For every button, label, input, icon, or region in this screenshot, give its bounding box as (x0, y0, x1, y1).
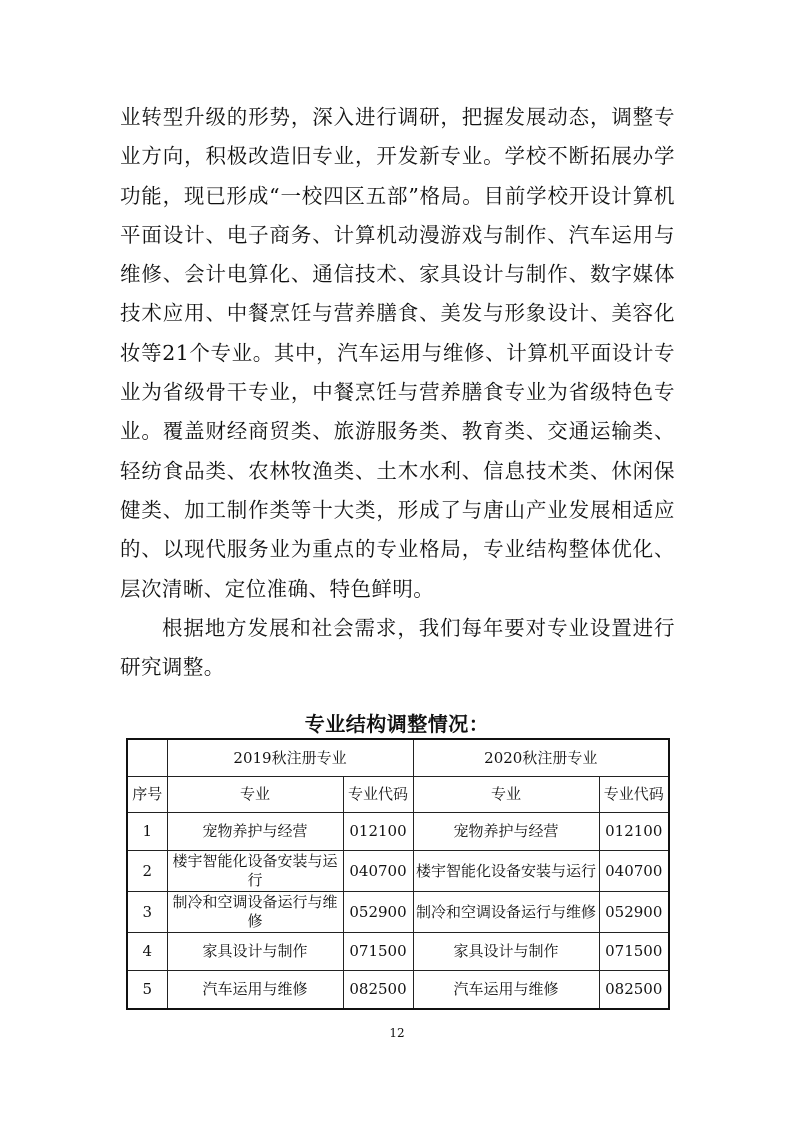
table-row (127, 971, 669, 1010)
major-adjustment-table (126, 738, 670, 1010)
table-corner-cell (127, 739, 167, 777)
column-header-code-2019: 专业代码 (343, 777, 413, 813)
row-code-2020: 040700 (599, 851, 669, 892)
column-header-major-2020: 专业 (413, 777, 599, 813)
table-row (127, 933, 669, 971)
row-major-2020: 楼宇智能化设备安装与运行 (413, 851, 599, 892)
body-text (120, 98, 675, 687)
row-code-2020: 052900 (599, 892, 669, 933)
row-index: 3 (127, 892, 167, 933)
page-number: 12 (389, 1026, 405, 1040)
row-index: 5 (127, 971, 167, 1010)
row-code-2020: 012100 (599, 813, 669, 851)
body-paragraph-2: 根据地方发展和社会需求，我们每年要对专业设置进行研究调整。 (120, 615, 675, 680)
group-header-2020: 2020秋注册专业 (413, 739, 669, 777)
row-major-2020: 宠物养护与经营 (413, 813, 599, 851)
row-major-2019: 宠物养护与经营 (167, 813, 343, 851)
row-major-2020: 家具设计与制作 (413, 933, 599, 971)
row-major-2020: 制冷和空调设备运行与维修 (413, 892, 599, 933)
column-header-index: 序号 (127, 777, 167, 813)
row-major-2019: 汽车运用与维修 (167, 971, 343, 1010)
table-row (127, 892, 669, 933)
row-code-2019: 082500 (343, 971, 413, 1010)
column-header-code-2020: 专业代码 (599, 777, 669, 813)
row-major-2019: 家具设计与制作 (167, 933, 343, 971)
body-paragraph-1: 业转型升级的形势，深入进行调研，把握发展动态，调整专业方向，积极改造旧专业，开发新专业。学校不断拓展办学功能，现已形成“一校四区五部”格局。目前学校开设计算机平面设计、电子商务、计算机动漫游戏与制作、汽车运用与维修、会计电算化、通信技术、家具设计与制作、数字媒体技术应用、中餐烹饪与营养膳食、美发与形象设计、美容化妆等21个专业。其中，汽车运用与维修、计算机平面设计专业为省级骨干专业，中餐烹饪与营养膳食专业为省级特色专业。覆盖财经商贸类、旅游服务类、教育类、交通运输类、轻纺食品类、农林牧渔类、土木水利、信息技术类、休闲保健类、加工制作类等十大类，形成了与唐山产业发展相适应的、以现代服务业为重点的专业格局，专业结构整体优化、层次清晰、定位准确、特色鲜明。 (120, 105, 675, 601)
row-index: 1 (127, 813, 167, 851)
row-major-2019: 制冷和空调设备运行与维修 (167, 892, 343, 933)
row-code-2020: 071500 (599, 933, 669, 971)
row-major-2020: 汽车运用与维修 (413, 971, 599, 1010)
row-code-2019: 071500 (343, 933, 413, 971)
row-major-2019: 楼宇智能化设备安装与运行 (167, 851, 343, 892)
row-index: 4 (127, 933, 167, 971)
row-index: 2 (127, 851, 167, 892)
table-column-header-row (127, 777, 669, 813)
table-row (127, 851, 669, 892)
group-header-2019: 2019秋注册专业 (167, 739, 413, 777)
row-code-2019: 040700 (343, 851, 413, 892)
row-code-2019: 052900 (343, 892, 413, 933)
row-code-2020: 082500 (599, 971, 669, 1010)
table-title: 专业结构调整情况： (304, 712, 490, 736)
column-header-major-2019: 专业 (167, 777, 343, 813)
table-group-header-row (127, 739, 669, 777)
table-row (127, 813, 669, 851)
row-code-2019: 012100 (343, 813, 413, 851)
